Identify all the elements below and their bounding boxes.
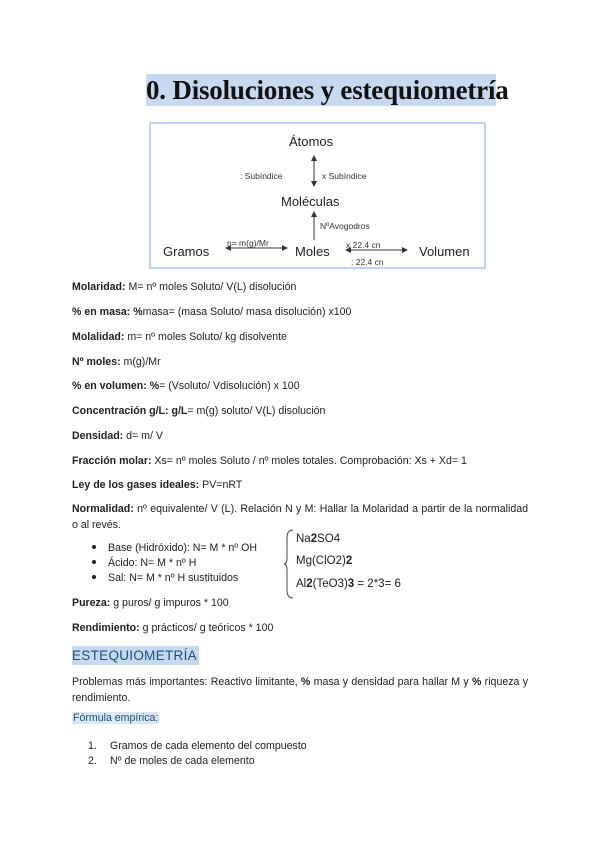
conversion-diagram [149,122,486,269]
list-item: 2. Nº de moles de cada elemento [88,755,255,767]
bullet-base: Base (Hidróxido): N= M * nº OH [92,542,257,554]
formula-na2so4: Na2SO4 [296,533,341,545]
label-avogadro: NºAvogodros [320,221,370,231]
label-vol-mult: x 22.4 cn [346,240,381,250]
bullet-dot-icon [92,560,96,564]
def-gases-ideales: Ley de los gases ideales: PV=nRT [72,479,243,491]
problemas-paragraph: Problemas más importantes: Reactivo limitante, % masa y densidad para hallar M y % riqueza y rendimiento. [72,676,528,704]
def-volumen: % en volumen: %= (Vsoluto/ Vdisolución) x 100 [72,380,300,392]
brace-icon [283,528,297,600]
node-moles: Moles [295,244,330,259]
label-div-subindice: : Subíndice [240,171,283,181]
node-moleculas: Moléculas [281,194,340,209]
section-heading-estequiometria: ESTEQUIOMETRÍA [72,648,197,663]
bullet-sal: Sal: N= M * nº H sustituidos [92,572,238,584]
list-item: 1. Gramos de cada elemento del compuesto [88,740,307,752]
bullet-dot-icon [92,575,96,579]
node-atomos: Átomos [289,134,334,149]
formula-al2teo3: Al2(TeO3)3 = 2*3= 6 [296,578,401,590]
def-rendimiento: Rendimiento: g prácticos/ g teóricos * 100 [72,622,274,634]
label-mass-relation: n= m(g)/Mr [227,238,269,248]
def-masa: % en masa: %masa= (masa Soluto/ masa disolución) x100 [72,306,352,318]
node-volumen: Volumen [419,244,470,259]
def-pureza: Pureza: g puros/ g impuros * 100 [72,597,229,609]
def-normalidad: Normalidad: nº equivalente/ V (L). Relación N y M: Hallar la Molaridad a partir de la normalidad o al revés. [72,503,528,531]
bullet-acido: Ácido: N= M * nº H [92,557,196,569]
node-gramos: Gramos [163,244,210,259]
def-fraccion-molar: Fracción molar: Xs= nº moles Soluto / nº moles totales. Comprobación: Xs + Xd= 1 [72,455,467,467]
subheading-formula-empirica: Fórmula empírica: [73,712,159,724]
bullet-dot-icon [92,545,96,549]
label-vol-div: : 22.4 cn [351,257,384,267]
def-molaridad: Molaridad: M= nº moles Soluto/ V(L) disolución [72,281,297,293]
def-molalidad: Molalidad: m= nº moles Soluto/ kg disolvente [72,331,287,343]
def-nmoles: Nº moles: m(g)/Mr [72,356,161,368]
def-concentracion: Concentración g/L: g/L= m(g) soluto/ V(L) disolución [72,405,326,417]
def-densidad: Densidad: d= m/ V [72,430,163,442]
formula-mgclo2: Mg(ClO2)2 [296,555,353,567]
label-mult-subindice: x Subíndice [322,171,367,181]
page-title: 0. Disoluciones y estequiometría [146,75,509,105]
